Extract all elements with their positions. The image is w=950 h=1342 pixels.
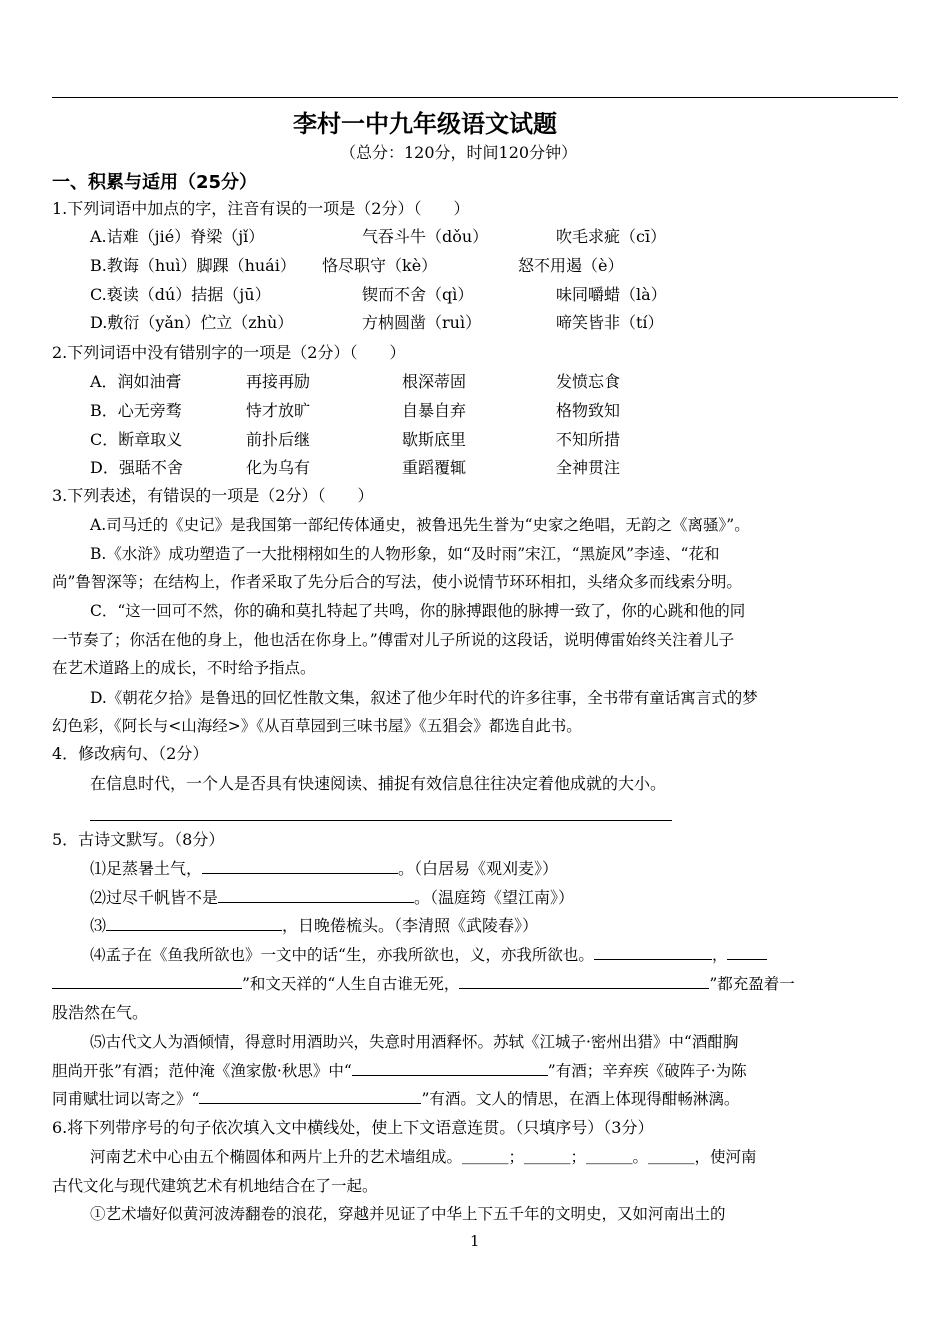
exam-title: 李村一中九年级语文试题	[293, 110, 557, 138]
q2-d-1: D．强聒不舍	[90, 458, 183, 477]
q3-line: 尚”鲁智深等；在结构上，作者采取了先分后合的写法，使小说情节环环相扣，头绪众多而线索分明。	[52, 573, 742, 591]
q5-blank-5a[interactable]	[352, 1061, 548, 1076]
q1-option-a-2: 气吞斗牛（dǒu）	[362, 227, 489, 246]
q5-item-3: ⑶ ，日晚倦梳头。（李清照《武陵春》）	[90, 916, 539, 935]
q1-option-b-3: 怒不用遏（è）	[518, 256, 624, 275]
q3-line: C．“这一回可不然，你的确和莫扎特起了共鸣，你的脉搏跟他的脉搏一致了，你的心跳和他的同	[90, 602, 746, 620]
q2-d-3: 重蹈覆辄	[402, 458, 467, 477]
q1-option-c-1: C.亵读（dú）拮据（jū）	[90, 285, 271, 304]
q2-b-2: 恃才放旷	[246, 401, 311, 420]
q5-item-1: ⑴足蒸暑土气， 。（白居易《观刈麦》）	[90, 859, 559, 878]
q1-option-b-2: 恪尽职守（kè）	[322, 256, 438, 275]
q4-answer-line[interactable]	[90, 820, 672, 821]
q3-line: D.《朝花夕拾》是鲁迅的回忆性散文集，叙述了他少年时代的许多往事，全书带有童话寓言式的梦	[90, 689, 758, 707]
q2-a-3: 根深蒂固	[402, 372, 467, 391]
q1-option-b-1: B.教诲（huì）脚踝（huái）	[90, 256, 296, 275]
q5-item-4-cont: ”和文天祥的“人生自古谁无死， ”都充盈着一	[52, 973, 795, 995]
q3-line: B.《水浒》成功塑造了一大批栩栩如生的人物形象，如“及时雨”宋江，“黑旋风”李逵、“花和	[90, 545, 720, 563]
q2-b-3: 自暴自弃	[402, 401, 467, 420]
q4-stem: 4．修改病句、（2分）	[52, 744, 209, 763]
q6-passage-1: 河南艺术中心由五个椭圆体和两片上升的艺术墙组成。＿＿＿；＿＿＿；＿＿＿。＿＿＿，使河南	[90, 1148, 757, 1166]
q2-a-1: A．润如油膏	[90, 372, 182, 391]
q5-blank-2[interactable]	[218, 888, 414, 903]
q3-line: 幻色彩，《阿长与<山海经>》《从百草园到三味书屋》《五猖会》都选自此书。	[52, 717, 582, 735]
q3-line: 一节奏了；你活在他的身上，他也活在你身上。”傅雷对儿子所说的这段话，说明傅雷始终关注着儿子	[52, 631, 735, 649]
q2-c-1: C．断章取义	[90, 430, 183, 449]
q1-stem: 1.下列词语中加点的字，注音有误的一项是（2分）（ ）	[52, 199, 470, 218]
q1-option-d-2: 方枘圆凿（ruì）	[362, 313, 482, 332]
q1-option-d-1: D.敷衍（yǎn）伫立（zhù）	[90, 313, 294, 332]
q5-item-4: ⑷孟子在《鱼我所欲也》一文中的话“生，亦我所欲也，义，亦我所欲也。 ，	[90, 944, 767, 966]
section-heading: 一、积累与适用（25分）	[52, 172, 258, 193]
q4-sentence: 在信息时代，一个人是否具有快速阅读、捕捉有效信息往往决定着他成就的大小。	[90, 774, 667, 793]
q2-a-4: 发愤忘食	[556, 372, 621, 391]
q2-c-3: 歇斯底里	[402, 430, 467, 449]
q2-c-2: 前扑后继	[246, 430, 311, 449]
q5-blank-1[interactable]	[202, 859, 398, 874]
q6-passage-2: 古代文化与现代建筑艺术有机地结合在了一起。	[52, 1177, 378, 1195]
q2-d-2: 化为乌有	[246, 458, 311, 477]
q3-stem: 3.下列表述，有错误的一项是（2分）（ ）	[52, 486, 374, 505]
q2-b-1: B．心无旁骛	[90, 401, 182, 420]
q5-blank-4b-start[interactable]	[727, 945, 767, 960]
q1-option-d-3: 啼笑皆非（tí）	[556, 313, 664, 332]
q2-stem: 2.下列词语中没有错别字的一项是（2分）（ ）	[52, 343, 406, 362]
q5-stem: 5．古诗文默写。（8分）	[52, 830, 225, 849]
q5-item-4-end: 股浩然在气。	[52, 1003, 149, 1022]
q5-blank-3[interactable]	[106, 916, 282, 931]
q5-blank-4c[interactable]	[459, 974, 709, 989]
q6-sentence-1: ①艺术墙好似黄河波涛翻卷的浪花，穿越并见证了中华上下五千年的文明史，又如河南出土的	[90, 1205, 726, 1223]
top-rule	[52, 97, 898, 98]
page-number: 1	[470, 1232, 480, 1250]
q1-option-a-3: 吹毛求疵（cī）	[556, 227, 667, 246]
q5-item-5-cont: 胆尚开张”有酒；范仲淹《渔家傲·秋思》中“ ”有酒；辛弃疾《破阵子·为陈	[52, 1062, 747, 1080]
q5-item-2: ⑵过尽千帆皆不是 。（温庭筠《望江南》）	[90, 888, 575, 907]
q2-a-2: 再接再励	[246, 372, 311, 391]
q1-option-a-1: A.诘难（jié）脊梁（jǐ）	[90, 227, 265, 246]
q5-item-5-end: 同甫赋壮词以寄之》“ ”有酒。文人的情思，在酒上体现得酣畅淋漓。	[52, 1090, 740, 1108]
exam-subtitle: （总分：120分，时间120分钟）	[340, 143, 578, 162]
q5-blank-4a[interactable]	[594, 945, 712, 960]
q6-stem: 6.将下列带序号的句子依次填入文中横线处，使上下文语意连贯。（只填序号）（3分）	[52, 1118, 654, 1137]
q2-d-4: 全神贯注	[556, 458, 621, 477]
q5-item-5: ⑸古代文人为酒倾情，得意时用酒助兴，失意时用酒释怀。苏轼《江城子·密州出猎》中“酒酣胸	[90, 1033, 739, 1051]
q3-line: 在艺术道路上的成长，不时给予指点。	[52, 659, 316, 677]
q5-blank-4b[interactable]	[52, 974, 242, 989]
q2-b-4: 格物致知	[556, 401, 621, 420]
q3-line: A.司马迁的《史记》是我国第一部纪传体通史，被鲁迅先生誉为“史家之绝唱，无韵之《离骚》”。	[90, 516, 750, 534]
q1-option-c-3: 味同嚼蜡（là）	[556, 285, 667, 304]
q1-option-c-2: 锲而不舍（qì）	[362, 285, 474, 304]
q5-blank-5b[interactable]	[199, 1089, 421, 1104]
q2-c-4: 不知所措	[556, 430, 621, 449]
